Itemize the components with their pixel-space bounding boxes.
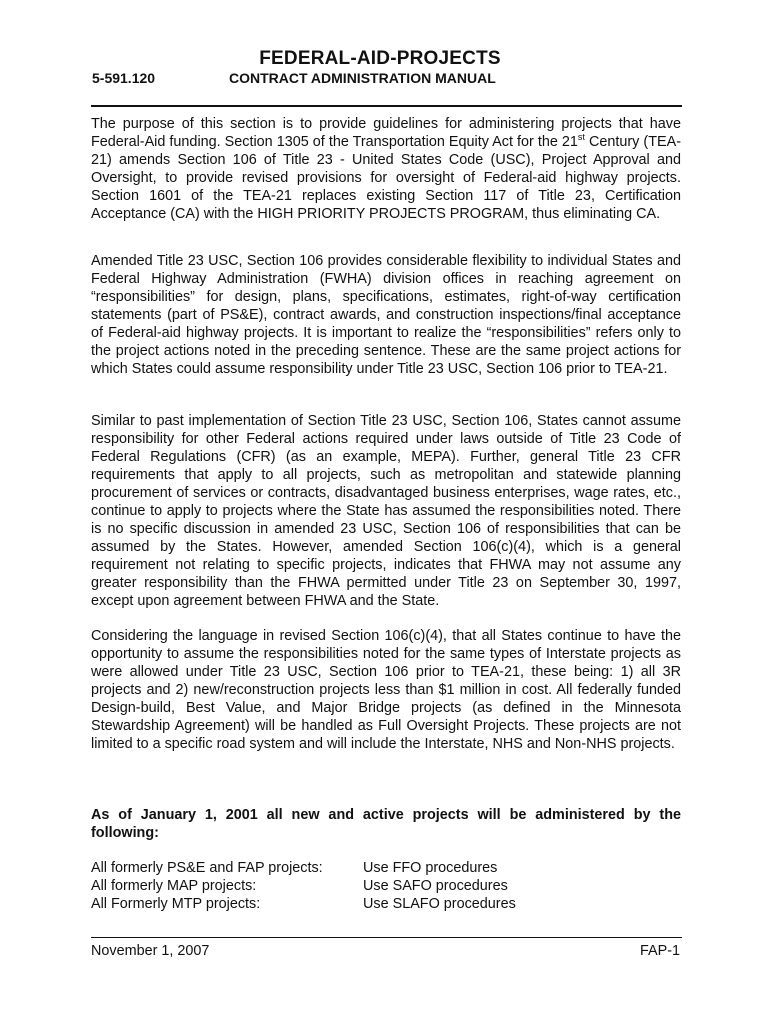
paragraph-purpose bbox=[91, 115, 681, 223]
procedure-label: All formerly MAP projects: bbox=[91, 878, 257, 894]
paragraph-revised-section: Considering the language in revised Section 106(c)(4), that all States continue to have the opportunity to assume the responsibilities noted for the same types of Interstate projects as were allowed under Title 23 USC, Section 106 prior to TEA-21, these being: 1) all 3R projects and 2) new/reconstruction projects less than $1 million in cost. All federally funded Design-build, Best Value, and Major Bridge projects (as defined in the Minnesota Stewardship Agreement) will be handled as Full Oversight Projects. These projects are not limited to a specific road system and will include the Interstate, NHS and Non-NHS projects. bbox=[91, 628, 681, 752]
procedure-value: Use SAFO procedures bbox=[363, 878, 508, 894]
procedure-row bbox=[91, 859, 681, 877]
page-number: FAP-1 bbox=[640, 943, 680, 959]
paragraph-purpose-text-a: The purpose of this section is to provide guidelines for administering projects that have Federal-Aid funding. Section 1305 of the Transportation Equity Act for the 21 bbox=[91, 116, 681, 150]
header-divider bbox=[91, 105, 682, 107]
procedure-value: Use SLAFO procedures bbox=[363, 896, 516, 912]
administration-notice: As of January 1, 2001 all new and active projects will be administered by the following: bbox=[91, 807, 681, 841]
paragraph-amended-title: Amended Title 23 USC, Section 106 provides considerable flexibility to individual States and Federal Highway Administration (FWHA) division offices in reaching agreement on “responsibilities” for design, plans, specifications, estimates, right-of-way certification statements (part of PS&E), contract awards, and construction inspections/final acceptance of Federal-aid highway projects. It is important to realize the “responsibilities” refers only to the project actions noted in the preceding sentence. These are the same project actions for which States could assume responsibility under Title 23 USC, Section 106 prior to TEA-21. bbox=[91, 253, 681, 377]
superscript-st: st bbox=[577, 132, 585, 143]
procedure-label: All formerly PS&E and FAP projects: bbox=[91, 860, 323, 876]
procedure-label: All Formerly MTP projects: bbox=[91, 896, 261, 912]
procedure-list bbox=[91, 859, 681, 913]
paragraph-similar-implementation: Similar to past implementation of Section Title 23 USC, Section 106, States cannot assume responsibility for other Federal actions required under laws outside of Title 23 Code of Federal Regulations (CFR) (as an example, MEPA). Further, general Title 23 CFR requirements that apply to all projects, such as metropolitan and statewide planning procurement of services or contracts, disadvantaged business enterprises, wage rates, etc., continue to apply to projects where the State has assumed the responsibilities noted. There is no specific discussion in amended 23 USC, Section 106 of responsibilities that can be assumed by the States. However, amended Section 106(c)(4), which is a general requirement not relating to specific projects, indicates that FHWA may not assume any greater responsibility than the FHWA permitted under Title 23 on September 30, 1997, except upon agreement between FHWA and the State. bbox=[91, 413, 681, 609]
footer-date: November 1, 2007 bbox=[91, 943, 210, 959]
procedure-row bbox=[91, 877, 681, 895]
section-code: 5-591.120 bbox=[92, 70, 156, 86]
section-title: FEDERAL-AID-PROJECTS bbox=[259, 48, 501, 69]
footer-divider bbox=[91, 937, 682, 938]
procedure-row bbox=[91, 895, 681, 913]
paragraph-purpose-text-b: Century (TEA-21) amends Section 106 of Title 23 - United States Code (USC), Project Approval and Oversight, to provide revised provisions for oversight of Federal-aid highway projects. Section 1601 of the TEA-21 replaces existing Section 117 of Title 23, Certification Acceptance (CA) with the HIGH PRIORITY PROJECTS PROGRAM, thus eliminating CA. bbox=[91, 134, 681, 222]
manual-title: CONTRACT ADMINISTRATION MANUAL bbox=[229, 70, 496, 86]
procedure-value: Use FFO procedures bbox=[363, 860, 498, 876]
